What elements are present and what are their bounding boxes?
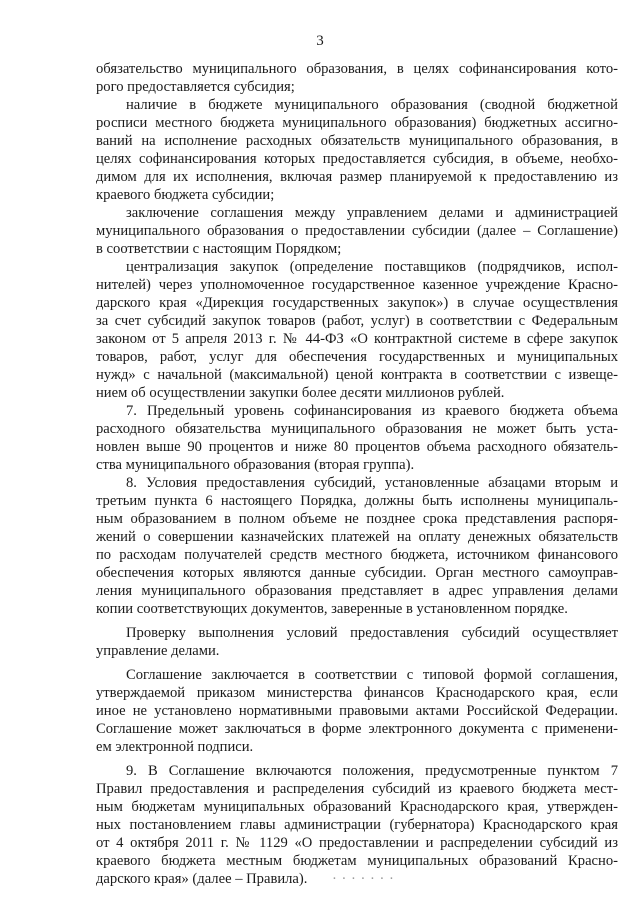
- text-line: ления муниципального образования представляет в адрес управления делами: [96, 583, 618, 599]
- text-line: росписи местного бюджета муниципального образования) бюджетных ассигно-: [96, 115, 618, 131]
- text-line: 8. Условия предоставления субсидий, установленные абзацами вторым и: [126, 475, 618, 491]
- text-line: иное не установлено нормативными правовыми актами Российской Федерации.: [96, 703, 618, 719]
- text-line: расходного обязательства муниципального образования не может быть уста-: [96, 421, 618, 437]
- text-line: централизация закупок (определение поставщиков (подрядчиков, испол-: [126, 259, 618, 275]
- text-line: 9. В Соглашение включаются положения, предусмотренные пунктом 7: [126, 763, 618, 779]
- text-line: Соглашение заключается в соответствии с типовой формой соглашения,: [126, 667, 618, 683]
- page-number: 3: [316, 33, 324, 49]
- text-line: третьим пункта 6 настоящего Порядка, должны быть исполнены муниципаль-: [96, 493, 618, 509]
- text-line: нужд» с начальной (максимальной) ценой контракта в соответствии с извеще-: [96, 367, 618, 383]
- text-line: управление делами.: [96, 643, 220, 659]
- text-line: копии соответствующих документов, заверенные в установленном порядке.: [96, 601, 568, 617]
- text-line: целях софинансирования которых предоставляется субсидия, в объеме, необхо-: [96, 151, 618, 167]
- text-line: нием об осуществлении закупки более десяти миллионов рублей.: [96, 385, 505, 401]
- text-line: утверждаемой приказом министерства финансов Краснодарского края, если: [96, 685, 618, 701]
- text-line: обеспечения которых являются данные субсидии. Орган местного самоуправ-: [96, 565, 618, 581]
- text-line: по расходам получателей средств местного бюджета, источником финансового: [96, 547, 618, 563]
- faint-scan-marks: · · · · · · ·: [332, 871, 395, 887]
- text-line: ваний на исполнение расходных обязательств муниципального образования, в: [96, 133, 618, 149]
- text-line: обязательство муниципального образования, в целях софинансирования кото-: [96, 61, 618, 77]
- text-line: нителей) через уполномоченное государственное казенное учреждение Красно-: [96, 277, 618, 293]
- text-line: ем электронной подписи.: [96, 739, 254, 755]
- text-line: от 4 октября 2011 г. № 1129 «О предоставлении и распределении субсидий из: [96, 835, 618, 851]
- text-line: в соответствии с настоящим Порядком;: [96, 241, 342, 257]
- text-line: жений о совершении казначейских платежей на оплату денежных обязательств: [96, 529, 618, 545]
- text-line: товаров, работ, услуг для обеспечения государственных и муниципальных: [96, 349, 618, 365]
- text-line: ным образованием в полном объеме не позднее срока представления распоря-: [96, 511, 618, 527]
- text-line: краевого бюджета местным бюджетам муниципальных образований Красно-: [96, 853, 618, 869]
- text-line: ных постановлением главы администрации (губернатора) Краснодарского края: [96, 817, 618, 833]
- text-line: законом от 5 апреля 2013 г. № 44-ФЗ «О контрактной системе в сфере закупок: [96, 331, 618, 347]
- text-line: Проверку выполнения условий предоставления субсидий осуществляет: [126, 625, 618, 641]
- text-line: за счет субсидий закупок товаров (работ, услуг) в соответствии с Федеральным: [96, 313, 618, 329]
- text-line: димом для их исполнения, включая размер планируемой к предоставлению из: [96, 169, 618, 185]
- text-line: ства муниципального образования (вторая группа).: [96, 457, 415, 473]
- text-line: ным бюджетам муниципальных образований Краснодарского края, утвержден-: [96, 799, 618, 815]
- text-line: краевого бюджета субсидии;: [96, 187, 275, 203]
- text-line: дарского края» (далее – Правила).: [96, 871, 308, 887]
- text-line: рого предоставляется субсидия;: [96, 79, 295, 95]
- text-line: дарского края «Дирекция государственных закупок») в случае осуществления: [96, 295, 618, 311]
- text-line: Соглашение может заключаться в форме электронного документа с применени-: [96, 721, 618, 737]
- text-line: 7. Предельный уровень софинансирования из краевого бюджета объема: [126, 403, 618, 419]
- text-line: наличие в бюджете муниципального образования (сводной бюджетной: [126, 97, 618, 113]
- text-line: муниципального образования о предоставлении субсидии (далее – Соглашение): [96, 223, 618, 239]
- text-line: Правил предоставления и распределения субсидий из краевого бюджета мест-: [96, 781, 618, 797]
- text-line: заключение соглашения между управлением делами и администрацией: [126, 205, 618, 221]
- text-line: новлен выше 90 процентов и ниже 80 процентов объема расходного обязатель-: [96, 439, 618, 455]
